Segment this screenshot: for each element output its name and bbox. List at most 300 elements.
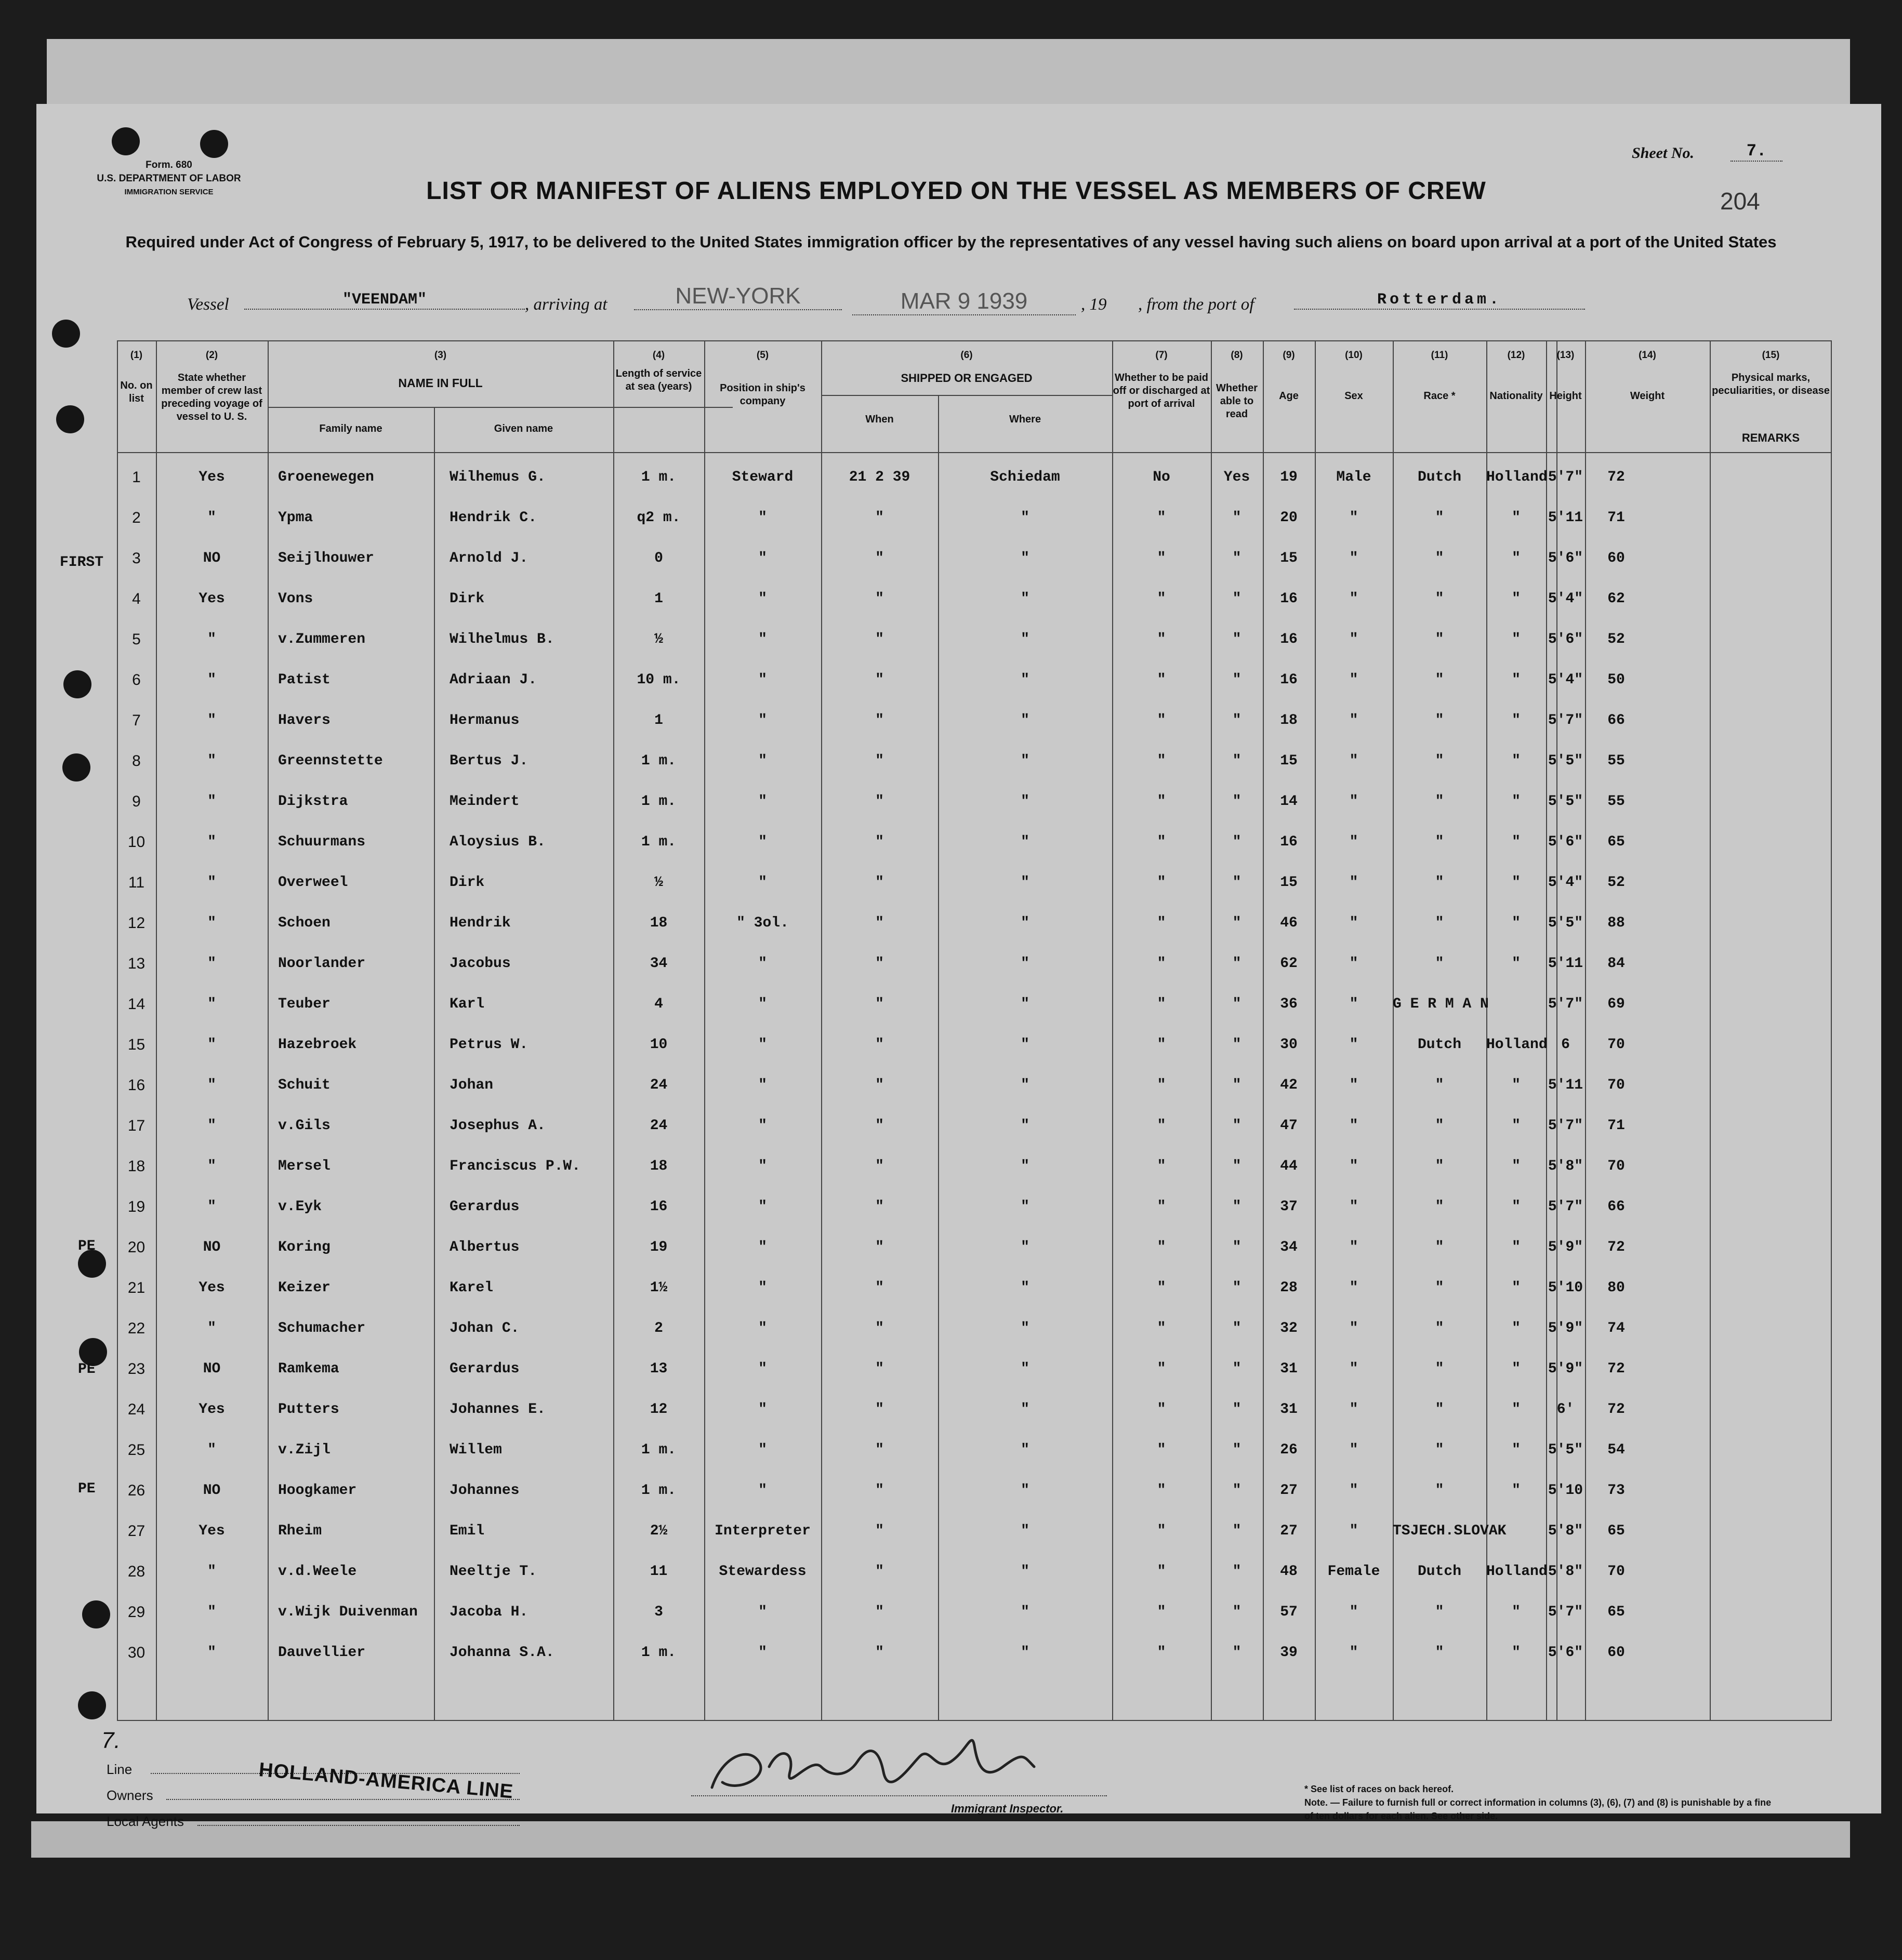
- table-row: [117, 1025, 1832, 1065]
- cell-shipped-when: ": [875, 1239, 884, 1255]
- cell-able-to-read: ": [1232, 1645, 1241, 1661]
- cell-family-name: v.Zummeren: [278, 631, 366, 647]
- cell-shipped-where: ": [1021, 875, 1029, 891]
- inspector-signature: [691, 1725, 1065, 1798]
- cell-able-to-read: ": [1232, 1037, 1241, 1053]
- cell-given-name: Willem: [450, 1442, 502, 1458]
- cell-length-of-service: 1 m.: [641, 753, 677, 769]
- sheet-label: Sheet No.: [1632, 144, 1694, 162]
- class-label-first: FIRST: [60, 554, 104, 571]
- cell-family-name: Seijlhouwer: [278, 550, 374, 566]
- cell-able-to-read: ": [1232, 591, 1241, 607]
- cell-row-number: 9: [132, 793, 141, 810]
- next-sheet-edge: [31, 1821, 1850, 1858]
- cell-paid-off: No: [1153, 469, 1170, 485]
- cell-age: 15: [1280, 550, 1298, 566]
- cell-shipped-when: ": [875, 1564, 884, 1580]
- cell-nationality: ": [1512, 1118, 1521, 1134]
- cell-race: ": [1435, 1158, 1444, 1174]
- cell-paid-off: ": [1157, 1482, 1166, 1499]
- hdr-paid-off: Whether to be paid off or discharged at port of arrival: [1113, 372, 1210, 409]
- cell-paid-off: ": [1157, 672, 1166, 688]
- cell-able-to-read: ": [1232, 510, 1241, 526]
- table-row: [117, 1268, 1832, 1308]
- cell-given-name: Franciscus P.W.: [450, 1158, 581, 1174]
- cell-age: 14: [1280, 793, 1298, 810]
- cell-length-of-service: 10 m.: [637, 672, 681, 688]
- cell-height: 6: [1561, 1037, 1570, 1053]
- cell-able-to-read: ": [1232, 753, 1241, 769]
- cell-paid-off: ": [1157, 1037, 1166, 1053]
- cell-given-name: Johannes E.: [450, 1401, 546, 1418]
- cell-length-of-service: 1 m.: [641, 1442, 677, 1458]
- cell-given-name: Johan C.: [450, 1320, 520, 1336]
- cell-shipped-when: ": [875, 672, 884, 688]
- cell-weight: 55: [1607, 753, 1625, 769]
- hdr-nationality: Nationality: [1489, 390, 1543, 402]
- cell-sex: Female: [1327, 1564, 1380, 1580]
- cell-family-name: Patist: [278, 672, 331, 688]
- cell-family-name: Hazebroek: [278, 1037, 357, 1053]
- cell-paid-off: ": [1157, 550, 1166, 566]
- cell-position: ": [758, 1037, 767, 1053]
- col-num-5: (5): [756, 350, 769, 361]
- cell-weight: 66: [1607, 712, 1625, 729]
- cell-sex: ": [1349, 1280, 1358, 1296]
- vessel-label: Vessel: [187, 295, 229, 314]
- cell-height: 5'10: [1548, 1280, 1583, 1296]
- cell-race: ": [1435, 591, 1444, 607]
- cell-row-number: 21: [127, 1279, 146, 1296]
- cell-age: 47: [1280, 1118, 1298, 1134]
- cell-sex: ": [1349, 753, 1358, 769]
- arriving-label: , arriving at: [525, 295, 607, 314]
- cell-paid-off: ": [1157, 631, 1166, 647]
- cell-row-number: 20: [127, 1239, 146, 1256]
- cell-paid-off: ": [1157, 1239, 1166, 1255]
- cell-position: ": [758, 1118, 767, 1134]
- penalty-note: Note. — Failure to furnish full or correct information in columns (3), (6), (7) and (8) is punishable by a fine of ten dollars for each alien. See other side.: [1304, 1797, 1772, 1821]
- cell-given-name: Hendrik C.: [450, 510, 537, 526]
- cell-sex: ": [1349, 834, 1358, 850]
- cell-given-name: Wilhemus G.: [450, 469, 546, 485]
- cell-paid-off: ": [1157, 591, 1166, 607]
- cell-length-of-service: 1: [654, 712, 663, 729]
- cell-row-number: 5: [132, 631, 141, 648]
- hdr-no-on-list: No. on list: [120, 380, 153, 404]
- service: IMMIGRATION SERVICE: [124, 188, 214, 196]
- cell-race: Dutch: [1417, 1037, 1461, 1053]
- cell-length-of-service: ½: [654, 631, 663, 647]
- cell-family-name: Hoogkamer: [278, 1482, 357, 1499]
- cell-race: ": [1435, 793, 1444, 810]
- cell-nationality: Holland: [1486, 469, 1548, 485]
- cell-height: 5'8": [1548, 1523, 1583, 1539]
- cell-height: 5'4": [1548, 875, 1583, 891]
- paper-top-edge: [47, 39, 1850, 107]
- cell-weight: 84: [1607, 956, 1625, 972]
- cell-age: 26: [1280, 1442, 1298, 1458]
- cell-shipped-where: ": [1021, 793, 1029, 810]
- punch-hole: [82, 1600, 110, 1628]
- cell-height: 5'4": [1548, 591, 1583, 607]
- cell-length-of-service: 16: [650, 1199, 668, 1215]
- cell-height: 5'7": [1548, 1118, 1583, 1134]
- cell-age: 30: [1280, 1037, 1298, 1053]
- cell-prev-voyage: ": [207, 1199, 216, 1215]
- cell-paid-off: ": [1157, 1118, 1166, 1134]
- col-num-3: (3): [434, 350, 447, 361]
- table-row: [117, 863, 1832, 903]
- punch-hole: [52, 320, 80, 348]
- cell-height: 5'9": [1548, 1361, 1583, 1377]
- cell-height: 5'8": [1548, 1158, 1583, 1174]
- hdr-height: Height: [1549, 390, 1582, 402]
- col-num-4: (4): [652, 350, 665, 361]
- table-row: [117, 579, 1832, 619]
- cell-age: 16: [1280, 591, 1298, 607]
- shipped-subrule: [821, 395, 1112, 396]
- cell-position: Steward: [732, 469, 794, 485]
- cell-shipped-when: ": [875, 793, 884, 810]
- cell-nationality: ": [1512, 1199, 1521, 1215]
- cell-prev-voyage: ": [207, 875, 216, 891]
- cell-weight: 60: [1607, 1645, 1625, 1661]
- cell-nationality: ": [1512, 631, 1521, 647]
- cell-weight: 72: [1607, 1401, 1625, 1418]
- cell-length-of-service: 13: [650, 1361, 668, 1377]
- cell-shipped-when: ": [875, 753, 884, 769]
- cell-age: 15: [1280, 875, 1298, 891]
- cell-height: 5'11: [1548, 510, 1583, 526]
- punch-hole: [56, 405, 84, 433]
- table-row: [117, 660, 1832, 700]
- cell-family-name: Dauvellier: [278, 1645, 366, 1661]
- cell-shipped-when: ": [875, 915, 884, 931]
- cell-length-of-service: 1 m.: [641, 1645, 677, 1661]
- cell-paid-off: ": [1157, 753, 1166, 769]
- cell-age: 18: [1280, 712, 1298, 729]
- cell-position: ": [758, 1199, 767, 1215]
- cell-family-name: Dijkstra: [278, 793, 348, 810]
- hdr-length-service: Length of service at sea (years): [615, 368, 702, 392]
- cell-height: 5'6": [1548, 1645, 1583, 1661]
- cell-row-number: 28: [127, 1563, 146, 1580]
- cell-nationality: ": [1512, 591, 1521, 607]
- cell-height: 5'9": [1548, 1320, 1583, 1336]
- cell-sex: ": [1349, 915, 1358, 931]
- cell-given-name: Gerardus: [450, 1361, 520, 1377]
- cell-height: 5'7": [1548, 469, 1583, 485]
- cell-row-number: 29: [127, 1604, 146, 1621]
- cell-given-name: Arnold J.: [450, 550, 529, 566]
- cell-able-to-read: ": [1232, 1239, 1241, 1255]
- cell-given-name: Jacobus: [450, 956, 511, 972]
- col-num-11: (11): [1431, 350, 1448, 361]
- cell-weight: 71: [1607, 510, 1625, 526]
- cell-row-number: 4: [132, 590, 141, 607]
- cell-weight: 72: [1607, 1239, 1625, 1255]
- cell-shipped-where: ": [1021, 510, 1029, 526]
- cell-paid-off: ": [1157, 834, 1166, 850]
- cell-sex: ": [1349, 793, 1358, 810]
- cell-able-to-read: ": [1232, 1442, 1241, 1458]
- line-label: Line: [107, 1762, 133, 1777]
- table-row: [117, 782, 1832, 822]
- signature-text: J.O'Loughlin: [691, 1725, 694, 1726]
- cell-family-name: Schuurmans: [278, 834, 366, 850]
- cell-shipped-where: ": [1021, 1401, 1029, 1418]
- cell-shipped-where: ": [1021, 1482, 1029, 1499]
- cell-family-name: v.Wijk Duivenman: [278, 1604, 418, 1620]
- table-row: [117, 1349, 1832, 1389]
- cell-height: 5'7": [1548, 712, 1583, 729]
- cell-position: ": [758, 510, 767, 526]
- hdr-where: Where: [1009, 414, 1041, 425]
- cell-given-name: Hermanus: [450, 712, 520, 729]
- table-row: [117, 1511, 1832, 1552]
- cell-age: 57: [1280, 1604, 1298, 1620]
- cell-age: 27: [1280, 1523, 1298, 1539]
- cell-prev-voyage: ": [207, 1442, 216, 1458]
- cell-given-name: Karl: [450, 996, 485, 1012]
- cell-family-name: Greennstette: [278, 753, 383, 769]
- cell-prev-voyage: ": [207, 672, 216, 688]
- cell-prev-voyage: NO: [203, 1482, 221, 1499]
- cell-sex: ": [1349, 1239, 1358, 1255]
- handwritten-mark: 7.: [101, 1728, 121, 1753]
- cell-row-number: 3: [132, 550, 141, 567]
- stamp-number: 204: [1720, 188, 1760, 215]
- cell-weight: 71: [1607, 1118, 1625, 1134]
- cell-shipped-where: ": [1021, 712, 1029, 729]
- cell-age: 16: [1280, 672, 1298, 688]
- cell-sex: ": [1349, 1482, 1358, 1499]
- cell-position: ": [758, 1361, 767, 1377]
- cell-sex: ": [1349, 510, 1358, 526]
- cell-paid-off: ": [1157, 1077, 1166, 1093]
- cell-weight: 52: [1607, 631, 1625, 647]
- cell-nationality: [1486, 1511, 1546, 1552]
- cell-prev-voyage: ": [207, 1564, 216, 1580]
- cell-row-number: 19: [127, 1198, 146, 1215]
- cell-able-to-read: ": [1232, 996, 1241, 1012]
- cell-position: ": [758, 1158, 767, 1174]
- hdr-weight: Weight: [1630, 390, 1665, 402]
- name-subrule: [268, 407, 733, 408]
- cell-shipped-when: ": [875, 1604, 884, 1620]
- hdr-race: Race *: [1423, 390, 1456, 402]
- punch-hole: [112, 127, 140, 155]
- cell-height: 5'7": [1548, 1604, 1583, 1620]
- cell-sex: ": [1349, 1320, 1358, 1336]
- cell-race: Dutch: [1417, 469, 1461, 485]
- cell-family-name: Ypma: [278, 510, 313, 526]
- punch-hole: [200, 130, 228, 158]
- cell-paid-off: ": [1157, 510, 1166, 526]
- cell-able-to-read: ": [1232, 1604, 1241, 1620]
- cell-age: 19: [1280, 469, 1298, 485]
- cell-nationality: ": [1512, 956, 1521, 972]
- cell-weight: 73: [1607, 1482, 1625, 1499]
- col-num-12: (12): [1507, 350, 1525, 361]
- cell-paid-off: ": [1157, 1361, 1166, 1377]
- cell-shipped-when: ": [875, 1442, 884, 1458]
- cell-length-of-service: 34: [650, 956, 668, 972]
- inspector-label: Immigrant Inspector.: [951, 1802, 1064, 1815]
- cell-given-name: Karel: [450, 1280, 494, 1296]
- cell-able-to-read: ": [1232, 1320, 1241, 1336]
- cell-prev-voyage: ": [207, 753, 216, 769]
- cell-given-name: Wilhelmus B.: [450, 631, 554, 647]
- cell-sex: Male: [1336, 469, 1371, 485]
- cell-age: 15: [1280, 753, 1298, 769]
- cell-position: ": [758, 550, 767, 566]
- cell-paid-off: ": [1157, 1320, 1166, 1336]
- cell-prev-voyage: ": [207, 1158, 216, 1174]
- cell-position: ": [758, 712, 767, 729]
- cell-prev-voyage: NO: [203, 1239, 221, 1255]
- cell-sex: ": [1349, 875, 1358, 891]
- cell-paid-off: ": [1157, 915, 1166, 931]
- cell-length-of-service: 4: [654, 996, 663, 1012]
- hdr-able-read: Whether able to read: [1216, 382, 1258, 420]
- cell-height: 5'9": [1548, 1239, 1583, 1255]
- cell-given-name: Neeltje T.: [450, 1564, 537, 1580]
- cell-shipped-where: ": [1021, 1077, 1029, 1093]
- cell-given-name: Emil: [450, 1523, 485, 1539]
- hdr-state-member: State whether member of crew last preceding voyage of vessel to U. S.: [161, 372, 262, 422]
- cell-race: ": [1435, 875, 1444, 891]
- cell-paid-off: ": [1157, 1523, 1166, 1539]
- cell-height: 5'10: [1548, 1482, 1583, 1499]
- cell-family-name: v.Eyk: [278, 1199, 322, 1215]
- cell-able-to-read: Yes: [1223, 469, 1250, 485]
- cell-race: Dutch: [1417, 1564, 1461, 1580]
- cell-given-name: Josephus A.: [450, 1118, 546, 1134]
- cell-weight: 69: [1607, 996, 1625, 1012]
- cell-given-name: Dirk: [450, 875, 485, 891]
- cell-nationality: ": [1512, 712, 1521, 729]
- cell-shipped-when: ": [875, 1037, 884, 1053]
- cell-shipped-where: ": [1021, 1239, 1029, 1255]
- cell-length-of-service: 1 m.: [641, 834, 677, 850]
- table-row: [117, 1106, 1832, 1146]
- table-row: [117, 741, 1832, 782]
- punch-hole: [62, 753, 90, 782]
- table-row: [117, 498, 1832, 538]
- cell-race: TSJECH.SLOVAK: [1393, 1523, 1507, 1539]
- table-row: [117, 700, 1832, 741]
- cell-family-name: v.Gils: [278, 1118, 331, 1134]
- cell-nationality: Holland: [1486, 1037, 1548, 1053]
- col-num-2: (2): [205, 350, 218, 361]
- cell-race: ": [1435, 510, 1444, 526]
- cell-age: 39: [1280, 1645, 1298, 1661]
- agents-field: [197, 1825, 520, 1826]
- col-num-10: (10): [1345, 350, 1363, 361]
- cell-sex: ": [1349, 1361, 1358, 1377]
- cell-row-number: 6: [132, 671, 141, 688]
- crew-table: [117, 340, 1832, 1720]
- cell-nationality: ": [1512, 753, 1521, 769]
- cell-row-number: 16: [127, 1077, 146, 1094]
- cell-weight: 52: [1607, 875, 1625, 891]
- punch-hole: [78, 1691, 106, 1719]
- cell-nationality: ": [1512, 1401, 1521, 1418]
- table-row: [117, 1227, 1832, 1268]
- table-row: [117, 1430, 1832, 1471]
- cell-nationality: ": [1512, 834, 1521, 850]
- cell-position: ": [758, 1604, 767, 1620]
- cell-race: ": [1435, 631, 1444, 647]
- cell-race: ": [1435, 1361, 1444, 1377]
- cell-height: 5'11: [1548, 1077, 1583, 1093]
- cell-age: 28: [1280, 1280, 1298, 1296]
- cell-given-name: Petrus W.: [450, 1037, 529, 1053]
- cell-sex: ": [1349, 1158, 1358, 1174]
- cell-race: ": [1435, 915, 1444, 931]
- cell-sex: ": [1349, 996, 1358, 1012]
- cell-row-number: 26: [127, 1482, 146, 1499]
- cell-able-to-read: ": [1232, 1482, 1241, 1499]
- cell-shipped-when: ": [875, 875, 884, 891]
- cell-given-name: Dirk: [450, 591, 485, 607]
- cell-shipped-where: ": [1021, 1564, 1029, 1580]
- cell-length-of-service: 1½: [650, 1280, 668, 1296]
- cell-nationality: ": [1512, 510, 1521, 526]
- cell-sex: ": [1349, 1645, 1358, 1661]
- cell-height: 5'5": [1548, 1442, 1583, 1458]
- cell-family-name: Ramkema: [278, 1361, 339, 1377]
- col-num-1: (1): [130, 350, 143, 361]
- table-bottom-rule: [117, 1720, 1832, 1721]
- cell-prev-voyage: ": [207, 1077, 216, 1093]
- cell-given-name: Adriaan J.: [450, 672, 537, 688]
- cell-age: 42: [1280, 1077, 1298, 1093]
- cell-length-of-service: 3: [654, 1604, 663, 1620]
- page-title: LIST OR MANIFEST OF ALIENS EMPLOYED ON THE VESSEL AS MEMBERS OF CREW: [426, 177, 1486, 205]
- cell-position: ": [758, 753, 767, 769]
- cell-shipped-where: ": [1021, 1118, 1029, 1134]
- year-label: , 19: [1081, 295, 1107, 314]
- cell-given-name: Albertus: [450, 1239, 520, 1255]
- form-header: [78, 158, 260, 199]
- cell-prev-voyage: Yes: [199, 591, 225, 607]
- cell-sex: ": [1349, 1118, 1358, 1134]
- sheet-number: 7.: [1731, 141, 1782, 162]
- cell-paid-off: ": [1157, 712, 1166, 729]
- cell-prev-voyage: ": [207, 631, 216, 647]
- cell-age: 20: [1280, 510, 1298, 526]
- cell-shipped-where: ": [1021, 591, 1029, 607]
- cell-length-of-service: 0: [654, 550, 663, 566]
- cell-row-number: 30: [127, 1644, 146, 1661]
- cell-family-name: Rheim: [278, 1523, 322, 1539]
- cell-position: Stewardess: [719, 1564, 807, 1580]
- cell-race: ": [1435, 672, 1444, 688]
- race-note: * See list of races on back hereof.: [1304, 1784, 1454, 1794]
- cell-able-to-read: ": [1232, 1077, 1241, 1093]
- cell-shipped-when: ": [875, 550, 884, 566]
- cell-shipped-where: ": [1021, 753, 1029, 769]
- cell-able-to-read: ": [1232, 875, 1241, 891]
- hdr-age: Age: [1279, 390, 1299, 402]
- cell-shipped-where: ": [1021, 1158, 1029, 1174]
- cell-paid-off: ": [1157, 875, 1166, 891]
- cell-weight: 70: [1607, 1158, 1625, 1174]
- table-row: [117, 538, 1832, 579]
